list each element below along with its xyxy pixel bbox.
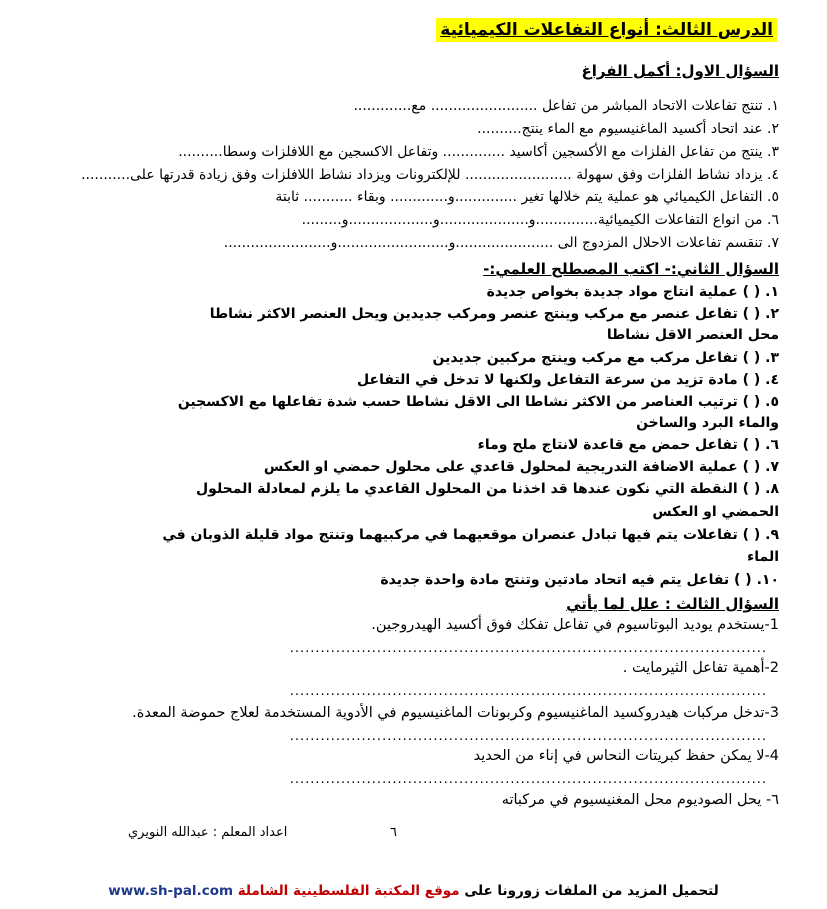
answer-line-1: .............................................................................................	[289, 641, 767, 656]
banner-url[interactable]: www.sh-pal.com	[108, 883, 234, 899]
q1-item-7: ٧. تنقسم تفاعلات الاحلال المزدوج الى ......................و.........................و........................	[223, 235, 779, 251]
q2-item-2: ٢. ( ) تفاعل عنصر مع مركب وينتج عنصر ومركب جديدين ويحل العنصر الاكثر نشاطا	[209, 306, 779, 322]
q1-item-4: ٤. يزداد نشاط الفلزات وفق سهولة ........................ للإلكترونات ويزداد نشاط اللافلزات وفق زيادة قدرتها على...........	[81, 167, 779, 183]
q3-item-6: ٦- يحل الصوديوم محل المغنيسيوم في مركباته	[501, 792, 779, 808]
q3-item-2: 2-أهمية تفاعل الثيرمايت .	[622, 660, 779, 676]
q1-item-1: ١. تنتج تفاعلات الاتحاد المباشر من تفاعل ........................ مع.............	[353, 98, 779, 114]
q2-item-5-cont: والماء البرد والساخن	[636, 415, 779, 431]
q2-item-3: ٣. ( ) تفاعل مركب مع مركب وينتج مركبين جديدين	[432, 350, 779, 366]
q1-item-5: ٥. التفاعل الكيميائي هو عملية يتم خلالها تغير ..............و............. وبقاء ........... ثابتة	[275, 189, 779, 205]
answer-line-3: .............................................................................................	[289, 729, 767, 744]
q2-item-8: ٨. ( ) النقطة التي نكون عندها قد اخذنا من المحلول القاعدي ما يلزم لمعادلة المحلول	[196, 481, 779, 497]
q2-item-9: ٩. ( ) تفاعلات يتم فيها تبادل عنصران موقعيهما في مركبيهما وتنتج مواد قليلة الذوبان في	[162, 527, 779, 543]
answer-line-2: .............................................................................................	[289, 684, 767, 699]
question-3-heading: السؤال الثالث : علل لما يأتي	[566, 595, 779, 613]
q1-item-3: ٣. ينتج من تفاعل الفلزات مع الأكسجين أكاسيد .............. وتفاعل الاكسجين مع اللافلزات وسطا..........	[178, 144, 779, 160]
question-2-heading: السؤال الثاني:- اكتب المصطلح العلمي:-	[483, 260, 779, 278]
q1-item-6: ٦. من انواع التفاعلات الكيميائية..............و....................و...................و.........	[301, 212, 779, 228]
q2-item-10: ١٠. ( ) تفاعل يتم فيه اتحاد مادتين وتنتج مادة واحدة جديدة	[380, 572, 779, 588]
answer-line-4: .............................................................................................	[289, 772, 767, 787]
q2-item-4: ٤. ( ) مادة تزيد من سرعة التفاعل ولكنها لا تدخل في التفاعل	[357, 372, 779, 388]
banner-site-name: موقع المكتبة الفلسطينية الشاملة	[237, 883, 460, 899]
download-banner	[0, 883, 827, 899]
q1-item-2: ٢. عند اتحاد أكسيد الماغنيسيوم مع الماء ينتج..........	[477, 121, 779, 137]
q2-item-7: ٧. ( ) عملية الاضافة التدريجية لمحلول قاعدي على محلول حمضي او العكس	[263, 459, 779, 475]
q2-item-1: ١. ( ) عملية انتاج مواد جديدة بخواص جديدة	[486, 284, 779, 300]
q3-item-1: 1-يستخدم يوديد البوتاسيوم في تفاعل تفكك فوق أكسيد الهيدروجين.	[371, 617, 779, 633]
q2-item-2-cont: محل العنصر الاقل نشاطا	[606, 327, 779, 343]
q3-item-4: 4-لا يمكن حفظ كبريتات النحاس في إناء من الحديد	[473, 748, 779, 764]
page-number: ٦	[390, 825, 397, 840]
lesson-title: الدرس الثالث: أنواع التفاعلات الكيميائية	[436, 18, 777, 42]
q2-item-5: ٥. ( ) ترتيب العناصر من الاكثر نشاطا الى الاقل نشاطا حسب شدة تفاعلها مع الاكسجين	[177, 394, 779, 410]
author-credit: اعداد المعلم : عبدالله النويري	[128, 825, 288, 840]
question-1-heading: السؤال الاول: أكمل الفراغ	[581, 62, 779, 80]
q2-item-6: ٦. ( ) تفاعل حمض مع قاعدة لانتاج ملح وماء	[477, 437, 779, 453]
q2-item-9-cont: الماء	[747, 549, 779, 565]
banner-prefix: لتحميل المزيد من الملفات زورونا على	[464, 883, 719, 899]
q3-item-3: 3-تدخل مركبات هيدروكسيد الماغنيسيوم وكربونات الماغنيسيوم في الأدوية المستخدمة لعلاج حموضة المعدة.	[132, 705, 779, 721]
q2-item-8-cont: الحمضي او العكس	[652, 504, 779, 520]
